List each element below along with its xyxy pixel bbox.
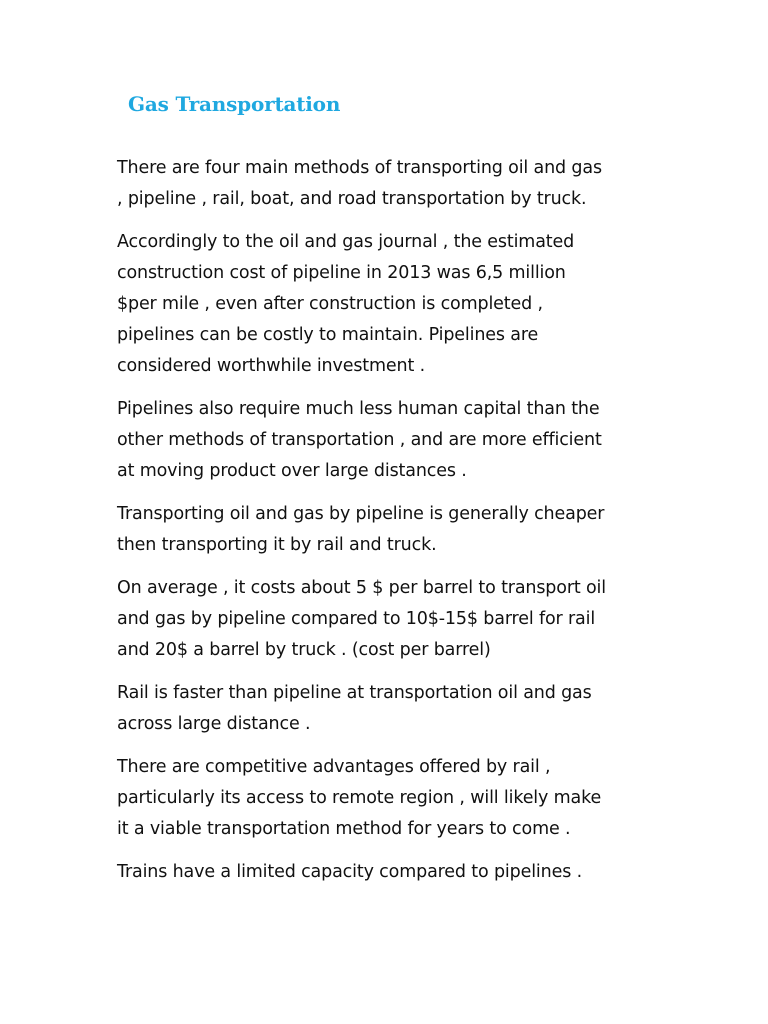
text-line: Rail is faster than pipeline at transportation oil and gas	[117, 683, 592, 703]
text-line: and 20$ a barrel by truck . (cost per barrel)	[117, 640, 491, 660]
text-line: considered worthwhile investment .	[117, 356, 425, 376]
text-line: Pipelines also require much less human capital than the	[117, 399, 600, 419]
paragraph-rail-advantages	[117, 752, 677, 845]
paragraph-train-capacity	[117, 857, 677, 888]
text-line: and gas by pipeline compared to 10$-15$ barrel for rail	[117, 609, 596, 629]
text-line: other methods of transportation , and are more efficient	[117, 430, 602, 450]
text-line: Accordingly to the oil and gas journal , the estimated	[117, 232, 575, 252]
paragraph-rail-faster	[117, 678, 677, 740]
paragraph-human-capital	[117, 394, 677, 487]
paragraph-cheaper	[117, 499, 677, 561]
text-line: then transporting it by rail and truck.	[117, 535, 437, 555]
text-line: at moving product over large distances .	[117, 461, 467, 481]
paragraph-methods	[117, 153, 677, 215]
text-line: construction cost of pipeline in 2013 was 6,5 million	[117, 263, 566, 283]
paragraph-construction-cost	[117, 227, 677, 382]
text-line: , pipeline , rail, boat, and road transportation by truck.	[117, 189, 587, 209]
text-line: There are competitive advantages offered by rail ,	[117, 757, 551, 777]
paragraph-cost-per-barrel	[117, 573, 677, 666]
text-line: pipelines can be costly to maintain. Pipelines are	[117, 325, 539, 345]
text-line: Trains have a limited capacity compared to pipelines .	[117, 862, 582, 882]
text-line: particularly its access to remote region , will likely make	[117, 788, 602, 808]
text-line: Transporting oil and gas by pipeline is generally cheaper	[117, 504, 605, 524]
text-line: On average , it costs about 5 $ per barrel to transport oil	[117, 578, 606, 598]
document-body	[117, 153, 677, 900]
text-line: it a viable transportation method for years to come .	[117, 819, 571, 839]
text-line: There are four main methods of transporting oil and gas	[117, 158, 602, 178]
page-title: Gas Transportation	[128, 92, 341, 116]
text-line: $per mile , even after construction is completed ,	[117, 294, 543, 314]
text-line: across large distance .	[117, 714, 311, 734]
